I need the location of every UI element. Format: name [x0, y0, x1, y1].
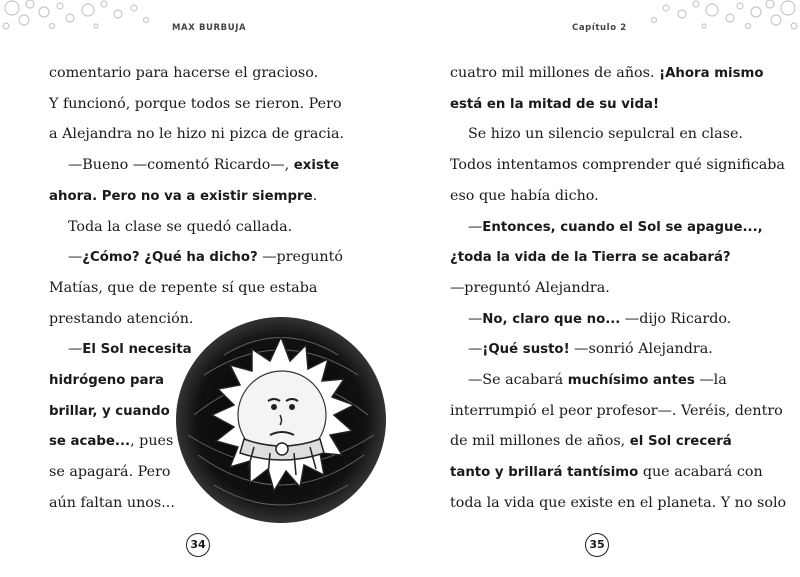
- text-line: [450, 155, 785, 175]
- text-line: [450, 186, 599, 206]
- bubbles-decoration: [640, 0, 800, 34]
- text-line: [68, 217, 292, 237]
- body-text: —dijo Ricardo.: [620, 310, 732, 327]
- body-text: de mil millones de años,: [450, 433, 630, 450]
- text-line: [450, 462, 763, 483]
- emphasis-text: muchísimo antes: [567, 373, 695, 388]
- body-text: toda la vida que existe en el planeta. Y no solo: [450, 494, 787, 511]
- bubbles-decoration: [0, 0, 160, 34]
- body-text: que acabará con: [638, 464, 763, 481]
- emphasis-text: El Sol necesita: [82, 342, 192, 358]
- text-line: [49, 401, 170, 422]
- text-line: [49, 186, 317, 207]
- body-text: Se hizo un silencio sepulcral en clase.: [468, 126, 743, 143]
- text-line: [49, 493, 175, 513]
- text-line: [49, 309, 193, 329]
- emphasis-text: hidrógeno para: [49, 373, 165, 388]
- emphasis-text: brillar, y cuando: [49, 403, 170, 419]
- body-text: —Se acabará: [468, 372, 568, 388]
- body-text: Toda la clase se quedó callada.: [68, 218, 293, 235]
- emphasis-text: se acabe...: [49, 434, 131, 450]
- text-line: [68, 247, 343, 268]
- body-text: —preguntó: [257, 249, 343, 266]
- body-text: Y funcionó, porque todos se rieron. Pero: [49, 95, 342, 112]
- text-line: [49, 124, 344, 144]
- emphasis-text: Entonces, cuando el Sol se apague...,: [482, 219, 763, 235]
- text-line: [450, 94, 659, 115]
- body-text: —: [468, 341, 483, 358]
- running-header: Capítulo 2: [572, 23, 627, 33]
- page-number: 34: [186, 533, 210, 557]
- text-line: [468, 370, 727, 391]
- body-text: —: [68, 341, 83, 358]
- text-line: [450, 278, 610, 298]
- emphasis-text: ahora. Pero no va a existir siempre: [49, 188, 313, 204]
- body-text: cuatro mil millones de años.: [450, 65, 660, 81]
- body-text: —la: [694, 372, 727, 388]
- emphasis-text: ¿toda la vida de la Tierra se acabará?: [450, 250, 731, 266]
- body-text: —: [468, 310, 483, 327]
- text-line: [49, 462, 171, 482]
- body-text: interrumpió el peor profesor—. Veréis, dentro: [450, 402, 783, 419]
- text-line: [450, 493, 786, 513]
- body-text: —Bueno —comentó Ricardo—,: [68, 157, 294, 174]
- text-line: [468, 339, 713, 360]
- text-line: [450, 431, 732, 452]
- emphasis-text: tanto y brillará tantísimo: [450, 465, 639, 481]
- right-page: [400, 0, 800, 577]
- running-header: MAX BURBUJA: [172, 23, 247, 33]
- body-text: aún faltan unos...: [49, 494, 175, 511]
- body-text: .: [312, 187, 318, 204]
- emphasis-text: ¡Qué susto!: [482, 342, 570, 358]
- body-text: prestando atención.: [49, 310, 194, 327]
- emphasis-text: ¿Cómo? ¿Qué ha dicho?: [82, 250, 258, 266]
- text-line: [49, 63, 318, 83]
- body-text: , pues: [130, 433, 174, 450]
- text-line: [49, 431, 173, 452]
- emphasis-text: No, claro que no...: [482, 311, 621, 327]
- text-line: [49, 278, 317, 298]
- text-line: [68, 155, 339, 176]
- text-line: [49, 94, 342, 114]
- body-text: Matías, que de repente sí que estaba: [49, 279, 318, 296]
- body-text: —sonrió Alejandra.: [569, 341, 713, 358]
- body-text: —preguntó Alejandra.: [450, 279, 610, 296]
- emphasis-text: existe: [293, 158, 340, 174]
- emphasis-text: el Sol crecerá: [629, 434, 732, 450]
- text-line: [468, 124, 743, 144]
- text-line: [450, 247, 731, 268]
- page-number: 35: [585, 533, 609, 557]
- body-text: —: [468, 218, 483, 235]
- body-text: se apagará. Pero: [49, 464, 171, 481]
- text-line: [450, 63, 764, 84]
- body-text: —: [68, 249, 83, 266]
- emphasis-text: ¡Ahora mismo: [659, 66, 764, 81]
- emphasis-text: está en la mitad de su vida!: [450, 96, 660, 112]
- body-text: a Alejandra no le hizo ni pizca de gracia.: [49, 126, 345, 143]
- text-line: [450, 401, 783, 421]
- text-line: [49, 370, 164, 391]
- text-line: [468, 309, 731, 330]
- text-line: [468, 217, 763, 238]
- sun-illustration: [174, 315, 388, 525]
- body-text: eso que había dicho.: [450, 187, 599, 204]
- body-text: comentario para hacerse el gracioso.: [49, 65, 319, 81]
- body-text: Todos intentamos comprender qué significaba: [450, 157, 785, 174]
